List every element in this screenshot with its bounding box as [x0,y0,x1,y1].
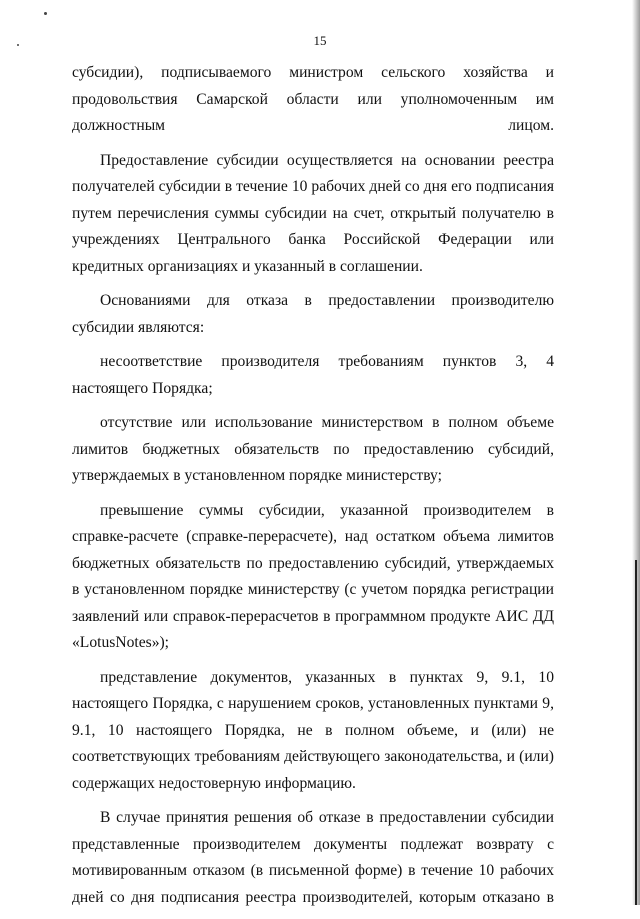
scan-edge-line [635,560,637,905]
page-number: 15 [313,33,327,48]
paragraph-refusal-grounds: Основаниями для отказа в предоставлении производителю субсидии являются: [72,292,554,336]
list-item-documents: представление документов, указанных в пунктах 9, 9.1, 10 настоящего Порядка, с нарушением сроков, установленных пунктами 9, 9.1, 10 настоящего Порядка, не в полном объеме, и (или) не соответствующих требованиям действующего законодательства, и (или) содержащих недостоверную информацию. [72,668,554,792]
list-item-limits-absence: отсутствие или использование министерством в полном объеме лимитов бюджетных обязательств по предоставлению субсидий, утверждаемых в установленном порядке министерству; [72,414,554,484]
paragraph-refusal-decision: В случае принятия решения об отказе в предоставлении субсидии представленные производителем документы подлежат возврату с мотивированным отказом (в письменной форме) в течение 10 рабочих дней со дня подписания реестра производителей, которым отказано в [72,809,554,906]
paragraph-continuation: субсидии), подписываемого министром сельского хозяйства и продовольствия Самарской области или уполномоченным им должностным лицом. [72,64,554,134]
list-item-nonconformity: несоответствие производителя требованиям пунктов 3, 4 настоящего Порядка; [72,353,554,397]
list-item-sum-excess: превышение суммы субсидии, указанной производителем в справке-расчете (справке-перерасчете), над остатком объема лимитов бюджетных обязательств по предоставлению субсидий, утверждаемых в установленном порядке министерству (с учетом порядка регистрации заявлений или справок-перерасчетов в программном продукте АИС ДД «LotusNotes»); [72,501,554,651]
paragraph-subsidy-provision: Предоставление субсидии осуществляется на основании реестра получателей субсидии в течение 10 рабочих дней со дня его подписания путем перечисления суммы субсидии на счет, открытый получателю в учреждениях Центрального банка Российской Федерации или кредитных организациях и указанный в соглашении. [72,151,554,275]
scan-dot-top [44,12,47,15]
document-body [72,60,554,919]
